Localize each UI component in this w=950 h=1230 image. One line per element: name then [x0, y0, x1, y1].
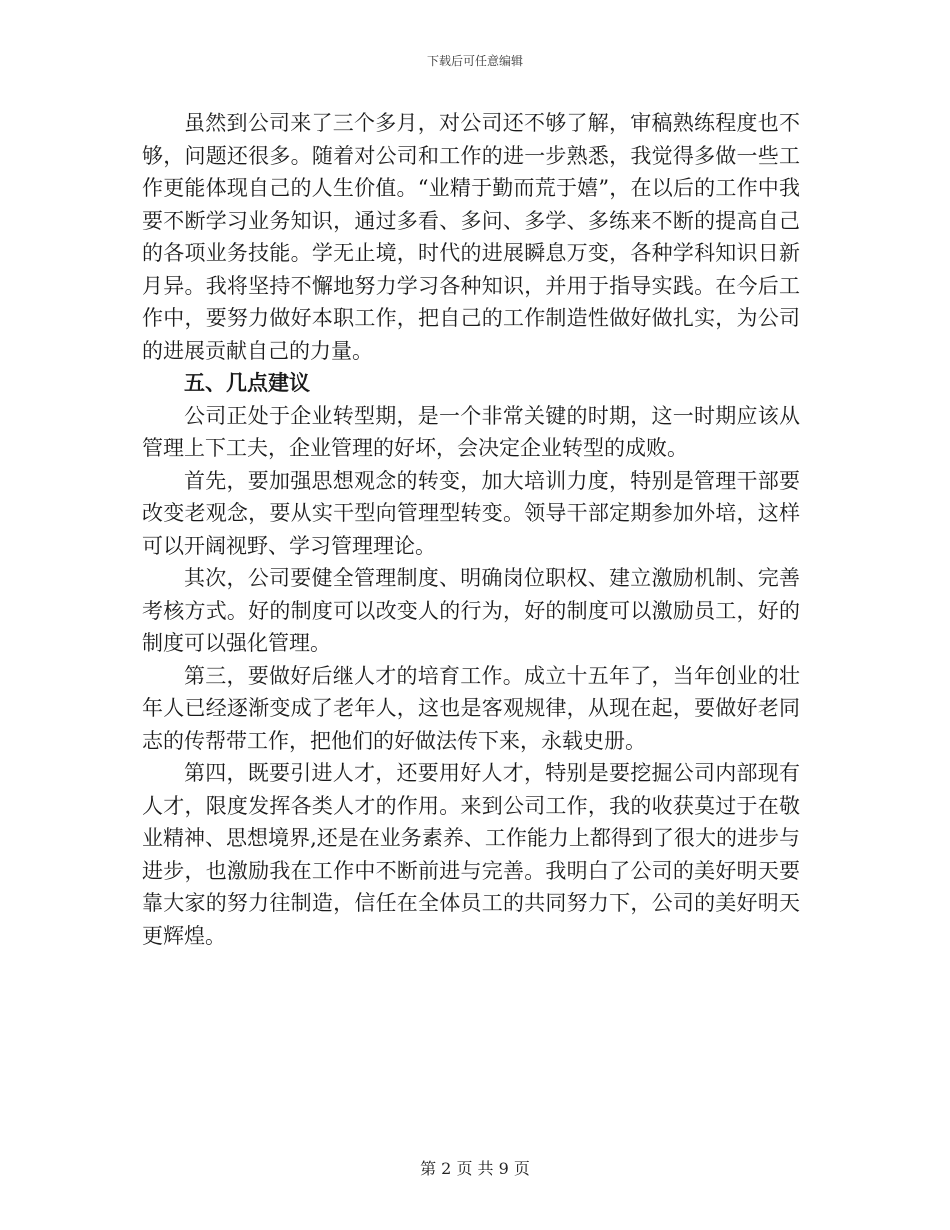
paragraph-fourth-suggestion: 第四，既要引进人才，还要用好人才，特别是要挖掘公司内部现有人才，限度发挥各类人才的作用。来到公司工作，我的收获莫过于在敬业精神、思想境界,还是在业务素养、工作能力上都得到了很大的进步与进步，也激励我在工作中不断前进与完善。我明白了公司的美好明天要靠大家的努力往制造，信任在全体员工的共同努力下，公司的美好明天更辉煌。: [142, 761, 800, 948]
page-number: 第 2 页 共 9 页: [420, 1159, 530, 1178]
paragraph-first-suggestion: 首先，要加强思想观念的转变，加大培训力度，特别是管理干部要改变老观念，要从实干型向管理型转变。领导干部定期参加外培，这样可以开阔视野、学习管理理论。: [142, 468, 800, 558]
document-body: [142, 107, 800, 952]
section-heading-suggestions: 五、几点建议: [184, 370, 310, 395]
page-header-note: 下载后可任意编辑: [426, 54, 523, 68]
paragraph-work-reflection: 虽然到公司来了三个多月，对公司还不够了解，审稿熟练程度也不够，问题还很多。随着对公司和工作的进一步熟悉，我觉得多做一些工作更能体现自己的人生价值。“业精于勤而荒于嬉”，在以后的工作中我要不断学习业务知识，通过多看、多问、多学、多练来不断的提高自己的各项业务技能。学无止境，时代的进展瞬息万变，各种学科知识日新月异。我将坚持不懈地努力学习各种知识，并用于指导实践。在今后工作中，要努力做好本职工作，把自己的工作制造性做好做扎实，为公司的进展贡献自己的力量。: [142, 111, 800, 363]
paragraph-second-suggestion: 其次，公司要健全管理制度、明确岗位职权、建立激励机制、完善考核方式。好的制度可以改变人的行为，好的制度可以激励员工，好的制度可以强化管理。: [142, 566, 800, 655]
paragraph-third-suggestion: 第三，要做好后继人才的培育工作。成立十五年了，当年创业的壮年人已经逐渐变成了老年人，这也是客观规律，从现在起，要做好老同志的传帮带工作，把他们的好做法传下来，永载史册。: [142, 663, 800, 753]
paragraph-transition-period: 公司正处于企业转型期，是一个非常关键的时期，这一时期应该从管理上下工夫，企业管理的好坏，会决定企业转型的成败。: [142, 403, 800, 460]
